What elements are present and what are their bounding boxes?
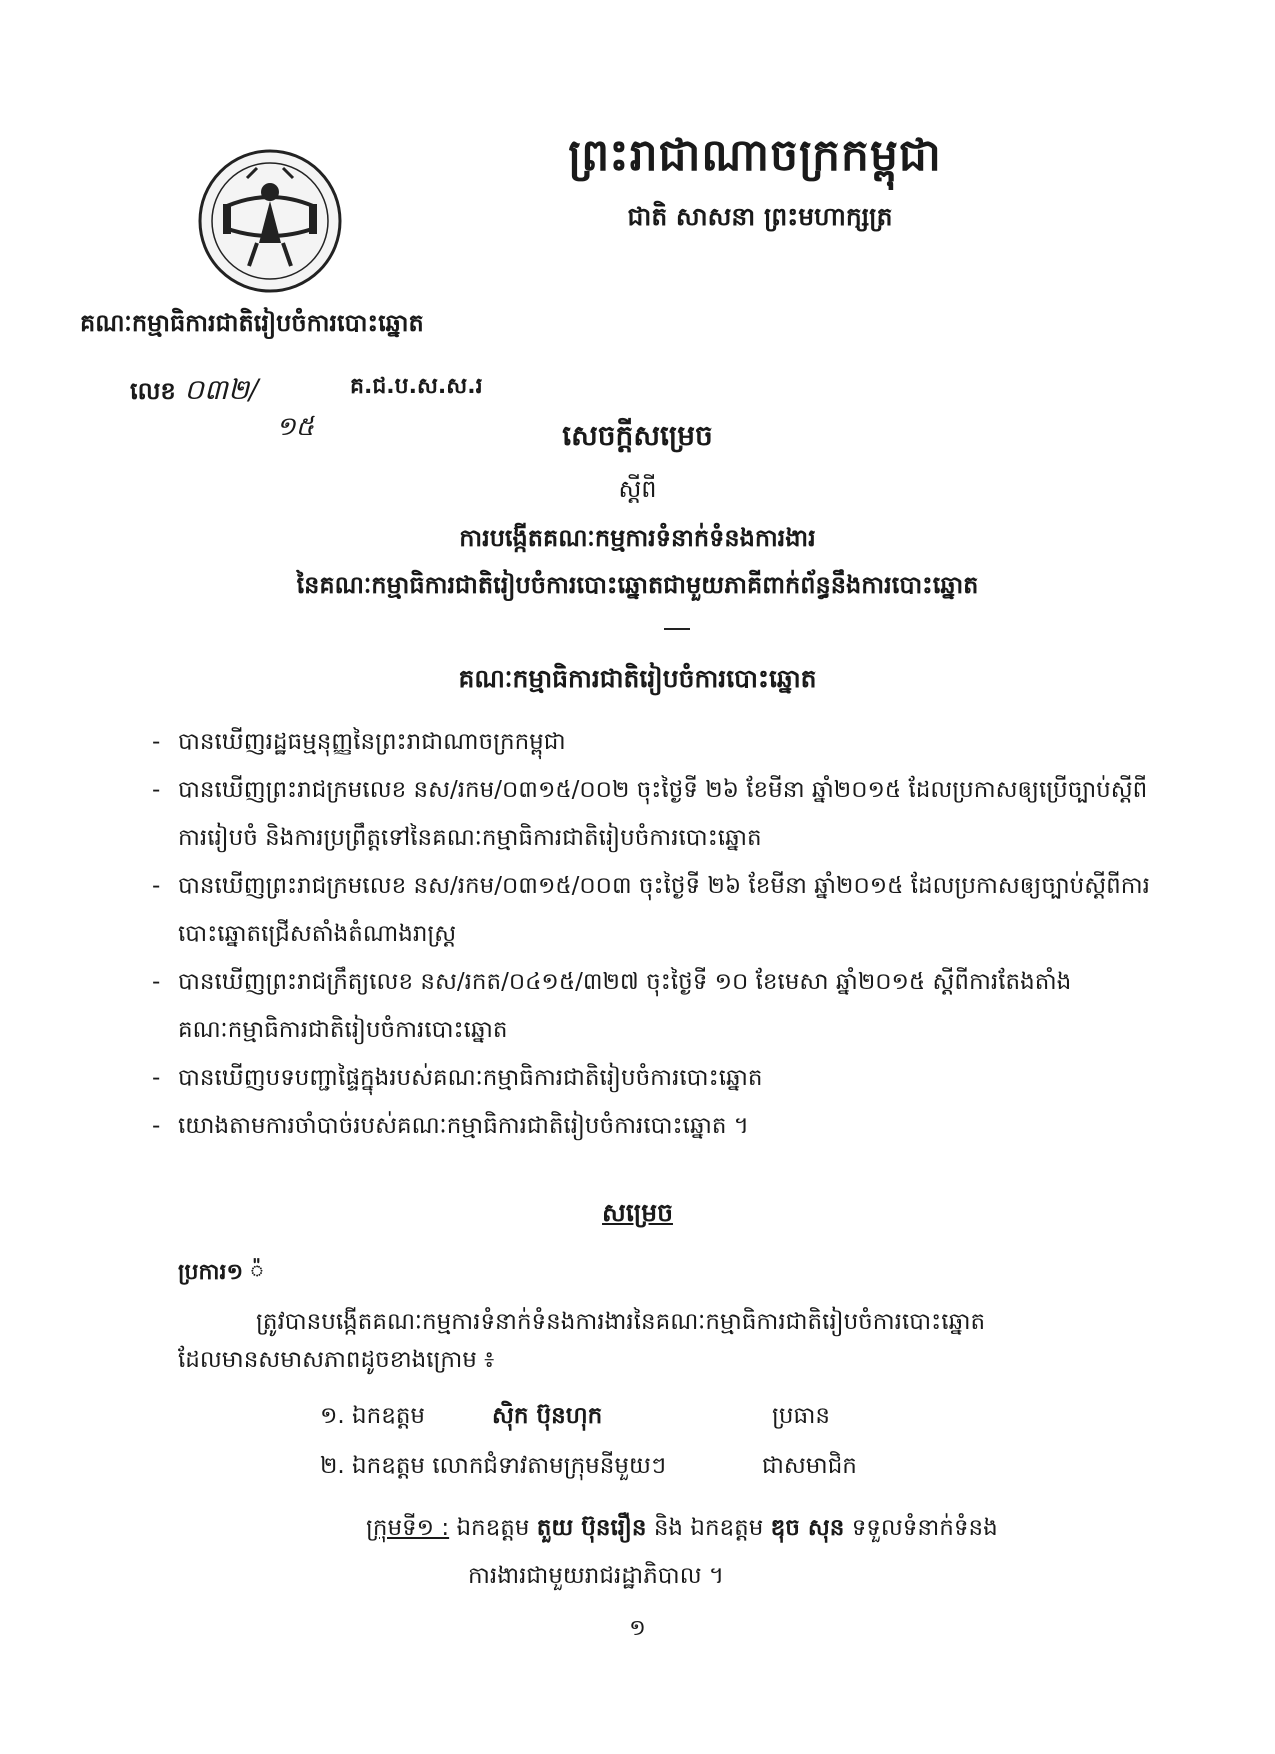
article-1-text-continued: ដែលមានសមាសភាពដូចខាងក្រោម ៖ — [178, 1347, 495, 1373]
nec-seal-logo — [197, 148, 343, 294]
list-item: - បានឃើញរដ្ឋធម្មនុញ្ញនៃព្រះរាជាណាចក្រកម្ពុជា — [178, 718, 1168, 766]
considerations-list — [178, 718, 1168, 1150]
national-motto: ជាតិ សាសនា ព្រះមហាក្សត្រ — [627, 202, 893, 231]
group-1-text: ទទួលទំនាក់ទំនង — [851, 1515, 998, 1541]
subject-line-1: ការបង្កើតគណៈកម្មការទំនាក់ទំនងការងារ — [459, 524, 816, 552]
subject-line-2: នៃគណៈកម្មាធិការជាតិរៀបចំការបោះឆ្នោតជាមួយភាគីពាក់ព័ន្ធនឹងការបោះឆ្នោត — [296, 571, 979, 599]
reference-handwritten-number: ០៣២/ — [184, 373, 259, 406]
article-1-text: ត្រូវបានបង្កើតគណៈកម្មការទំនាក់ទំនងការងារនៃគណៈកម្មាធិការជាតិរៀបចំការបោះឆ្នោត — [256, 1309, 986, 1335]
group-1-name-1: តួយ ប៊ុនរឿន — [536, 1515, 647, 1541]
reference-number — [130, 372, 258, 413]
group-1-line-2: ការងារជាមួយរាជរដ្ឋាភិបាល ។ — [468, 1563, 725, 1589]
decision-title: សេចក្ដីសម្រេច — [562, 419, 713, 452]
list-item: - បានឃើញបទបញ្ជាផ្ទៃក្នុងរបស់គណៈកម្មាធិការជាតិរៀបចំការបោះឆ្នោត — [178, 1054, 1168, 1102]
group-1-join: និង ឯកឧត្តម — [653, 1515, 764, 1541]
group-1-entry — [366, 1504, 1166, 1600]
member-2-role: ជាសមាជិក — [762, 1453, 857, 1479]
list-item: - បានឃើញព្រះរាជក្រមលេខ នស/រកម/០៣១៥/០០២ ចុះថ្ងៃទី ២៦ ខែមីនា ឆ្នាំ២០១៥ ដែលប្រកាសឲ្យប្រើច្បាប់ស្ដីពីការរៀបចំ និងការប្រព្រឹត្តទៅនៃគណៈកម្មាធិការជាតិរៀបចំការបោះឆ្នោត — [178, 766, 1168, 862]
reference-label: លេខ — [130, 377, 176, 405]
list-item: - បានឃើញព្រះរាជក្រមលេខ នស/រកម/០៣១៥/០០៣ ចុះថ្ងៃទី ២៦ ខែមីនា ឆ្នាំ២០១៥ ដែលប្រកាសឲ្យច្បាប់ស្ដីពីការបោះឆ្នោតជ្រើសតាំងតំណាងរាស្ត្រ — [178, 862, 1168, 958]
page-number: ១ — [629, 1616, 646, 1641]
article-1-label: ប្រការ១ ៉ — [178, 1260, 264, 1285]
title-divider — [664, 628, 690, 630]
group-1-prefix: ឯកឧត្តម — [456, 1515, 530, 1541]
decision-heading: សម្រេច — [602, 1198, 673, 1227]
group-1-name-2: ឌុច សុន — [770, 1515, 845, 1541]
about-label: ស្ដីពី — [618, 475, 657, 503]
member-1-name: ស៊ិក ប៊ុនហុក — [492, 1403, 603, 1429]
member-1-role: ប្រធាន — [772, 1403, 830, 1429]
reference-code: គ.ជ.ប.ស.ស.រ — [350, 374, 483, 399]
member-2-text: ២. ឯកឧត្តម លោកជំទាវតាមក្រុមនីមួយៗ — [320, 1453, 667, 1479]
member-1-prefix: ១. ឯកឧត្តម — [320, 1403, 426, 1429]
authority-heading: គណៈកម្មាធិការជាតិរៀបចំការបោះឆ្នោត — [458, 664, 817, 693]
reference-year-number: ១៥ — [276, 412, 315, 442]
kingdom-title: ព្រះរាជាណាចក្រកម្ពុជា — [568, 130, 942, 181]
list-item: - បានឃើញព្រះរាជក្រឹត្យលេខ នស/រកត/០៤១៥/៣២៧ ចុះថ្ងៃទី ១០ ខែមេសា ឆ្នាំ២០១៥ ស្ដីពីការតែងតាំងគណៈកម្មាធិការជាតិរៀបចំការបោះឆ្នោត — [178, 958, 1168, 1054]
group-1-label: ក្រុមទី១ : — [366, 1515, 450, 1541]
organization-name: គណៈកម្មាធិការជាតិរៀបចំការបោះឆ្នោត — [80, 309, 424, 337]
list-item: - យោងតាមការចាំបាច់របស់គណៈកម្មាធិការជាតិរៀបចំការបោះឆ្នោត ។ — [178, 1102, 1168, 1150]
